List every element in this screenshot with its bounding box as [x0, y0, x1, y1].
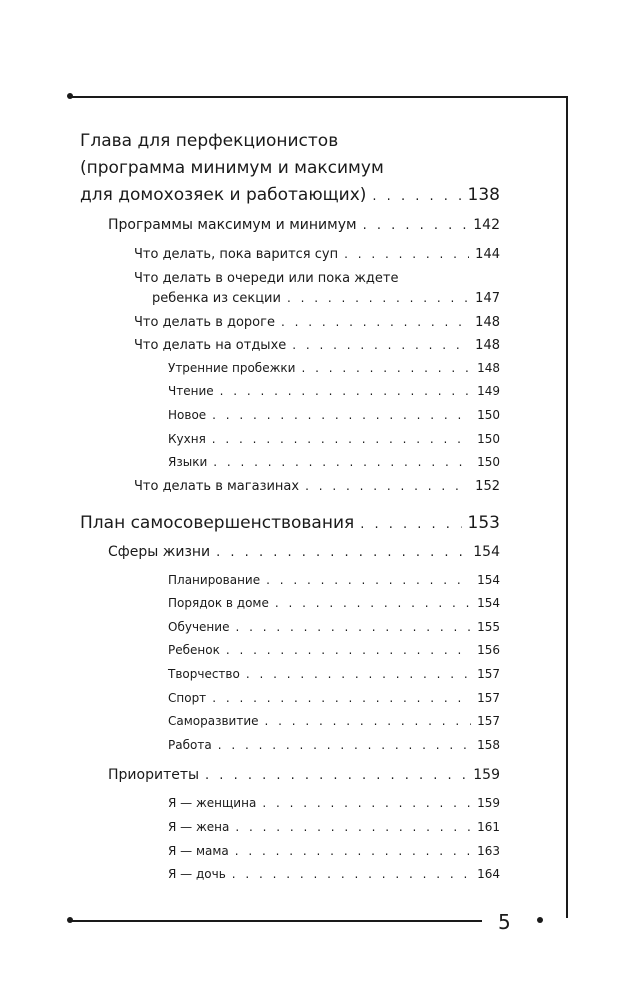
dot-leader	[218, 737, 471, 754]
item-label-line-2: ребенка из секции	[152, 291, 281, 306]
page-ref: 161	[477, 820, 500, 834]
toc-entry-subitem[interactable]	[168, 819, 500, 836]
subitem-label: Спорт	[168, 691, 207, 705]
dot-leader	[212, 407, 471, 424]
page-ref: 144	[475, 247, 500, 262]
dot-leader	[281, 313, 469, 331]
subitem-label: Я — дочь	[168, 867, 226, 881]
item-label: Что делать, пока варится суп	[134, 247, 339, 262]
dot-leader	[205, 766, 467, 785]
toc-entry-subitem[interactable]	[168, 666, 500, 683]
dot-leader	[305, 477, 469, 495]
toc-entry-item[interactable]	[134, 245, 500, 264]
dot-leader	[226, 642, 471, 659]
dot-leader	[372, 186, 461, 208]
dot-leader	[235, 843, 471, 860]
toc-entry-subitem[interactable]	[168, 843, 500, 860]
page-ref: 148	[475, 315, 500, 330]
toc-entry-subitem[interactable]	[168, 360, 500, 377]
toc-entry-item[interactable]	[134, 313, 500, 332]
toc-entry-subitem[interactable]	[168, 407, 500, 424]
toc-entry-subitem[interactable]	[168, 454, 500, 471]
page-ref: 152	[475, 479, 500, 494]
page-ref: 157	[477, 691, 500, 705]
toc-entry-item[interactable]	[134, 336, 500, 355]
toc-entry-subitem[interactable]	[168, 690, 500, 707]
dot-leader	[235, 619, 471, 636]
subitem-label: Я — женщина	[168, 796, 257, 810]
subitem-label: Кухня	[168, 432, 206, 446]
chapter-title: План самосовершенствования	[80, 513, 355, 533]
section-label: Приоритеты	[108, 767, 200, 783]
page-ref: 138	[467, 185, 500, 205]
page-ref: 154	[473, 544, 500, 560]
dot-leader	[363, 216, 468, 235]
subitem-label: Творчество	[168, 667, 240, 681]
dot-leader	[212, 690, 471, 707]
subitem-label: Ребенок	[168, 643, 220, 657]
page-ref: 163	[477, 844, 500, 858]
dot-leader	[232, 866, 471, 883]
page-ref: 158	[477, 738, 500, 752]
item-label: Что делать в дороге	[134, 315, 275, 330]
page-ref: 150	[477, 432, 500, 446]
toc-entry-subitem[interactable]	[168, 383, 500, 400]
toc-entry-section[interactable]	[108, 766, 500, 785]
item-label: Что делать в магазинах	[134, 479, 300, 494]
page-ref: 155	[477, 620, 500, 634]
page-ref: 156	[477, 643, 500, 657]
dot-leader	[262, 795, 471, 812]
page-ref: 147	[475, 291, 500, 306]
toc-entry-subitem[interactable]	[168, 795, 500, 812]
page-ref: 153	[467, 513, 500, 533]
chapter-title-line-2: (программа минимум и максимум	[80, 158, 384, 178]
toc-entry-subitem[interactable]	[168, 737, 500, 754]
section-label: Программы максимум и минимум	[108, 217, 357, 233]
page-ref: 149	[477, 384, 500, 398]
chapter-title-line-3: для домохозяек и работающих)	[80, 185, 367, 205]
page-ref: 154	[477, 573, 500, 587]
toc-entry-section[interactable]	[108, 543, 500, 562]
page-ref: 154	[477, 596, 500, 610]
dot-leader	[212, 431, 471, 448]
dot-leader	[360, 514, 461, 536]
toc-entry-subitem[interactable]	[168, 431, 500, 448]
dot-leader	[265, 713, 472, 730]
toc-entry-subitem[interactable]	[168, 866, 500, 883]
page-ref: 164	[477, 867, 500, 881]
page-ref: 159	[473, 767, 500, 783]
toc-entry-subitem[interactable]	[168, 572, 500, 589]
dot-leader	[287, 289, 469, 307]
subitem-label: Новое	[168, 408, 207, 422]
subitem-label: Языки	[168, 455, 208, 469]
subitem-label: Обучение	[168, 620, 230, 634]
item-label: Что делать на отдыхе	[134, 338, 287, 353]
subitem-label: Чтение	[168, 384, 214, 398]
page-ref: 157	[477, 714, 500, 728]
toc-entry-subitem[interactable]	[168, 619, 500, 636]
dot-leader	[266, 572, 471, 589]
dot-leader	[301, 360, 471, 377]
dot-leader	[220, 383, 471, 400]
dot-leader	[216, 543, 467, 562]
toc-entry-subitem[interactable]	[168, 595, 500, 612]
item-label-line-1: Что делать в очереди или пока ждете	[134, 271, 399, 286]
toc-entry-item[interactable]	[134, 477, 500, 496]
toc-entry-subitem[interactable]	[168, 713, 500, 730]
dot-leader	[246, 666, 471, 683]
subitem-label: Я — мама	[168, 844, 229, 858]
subitem-label: Саморазвитие	[168, 714, 259, 728]
dot-leader	[344, 245, 469, 263]
subitem-label: Планирование	[168, 573, 261, 587]
toc-entry-subitem[interactable]	[168, 642, 500, 659]
subitem-label: Порядок в доме	[168, 596, 269, 610]
subitem-label: Работа	[168, 738, 212, 752]
page-ref: 148	[475, 338, 500, 353]
subitem-label: Утренние пробежки	[168, 361, 296, 375]
dot-leader	[275, 595, 471, 612]
chapter-title-line-1: Глава для перфекционистов	[80, 131, 339, 151]
toc-entry-item[interactable]	[152, 289, 500, 308]
toc-entry-section[interactable]	[108, 216, 500, 235]
dot-leader	[213, 454, 471, 471]
toc-entry-chapter-1[interactable]	[80, 184, 500, 208]
page-ref: 142	[473, 217, 500, 233]
dot-leader	[292, 336, 469, 354]
page-ref: 150	[477, 455, 500, 469]
page-ref: 148	[477, 361, 500, 375]
page-ref: 157	[477, 667, 500, 681]
section-label: Сферы жизни	[108, 544, 211, 560]
page-ref: 150	[477, 408, 500, 422]
page-ref: 159	[477, 796, 500, 810]
toc-entry-chapter-2[interactable]	[80, 512, 500, 536]
subitem-label: Я — жена	[168, 820, 230, 834]
dot-leader	[235, 819, 471, 836]
page-number: 5	[498, 910, 511, 934]
